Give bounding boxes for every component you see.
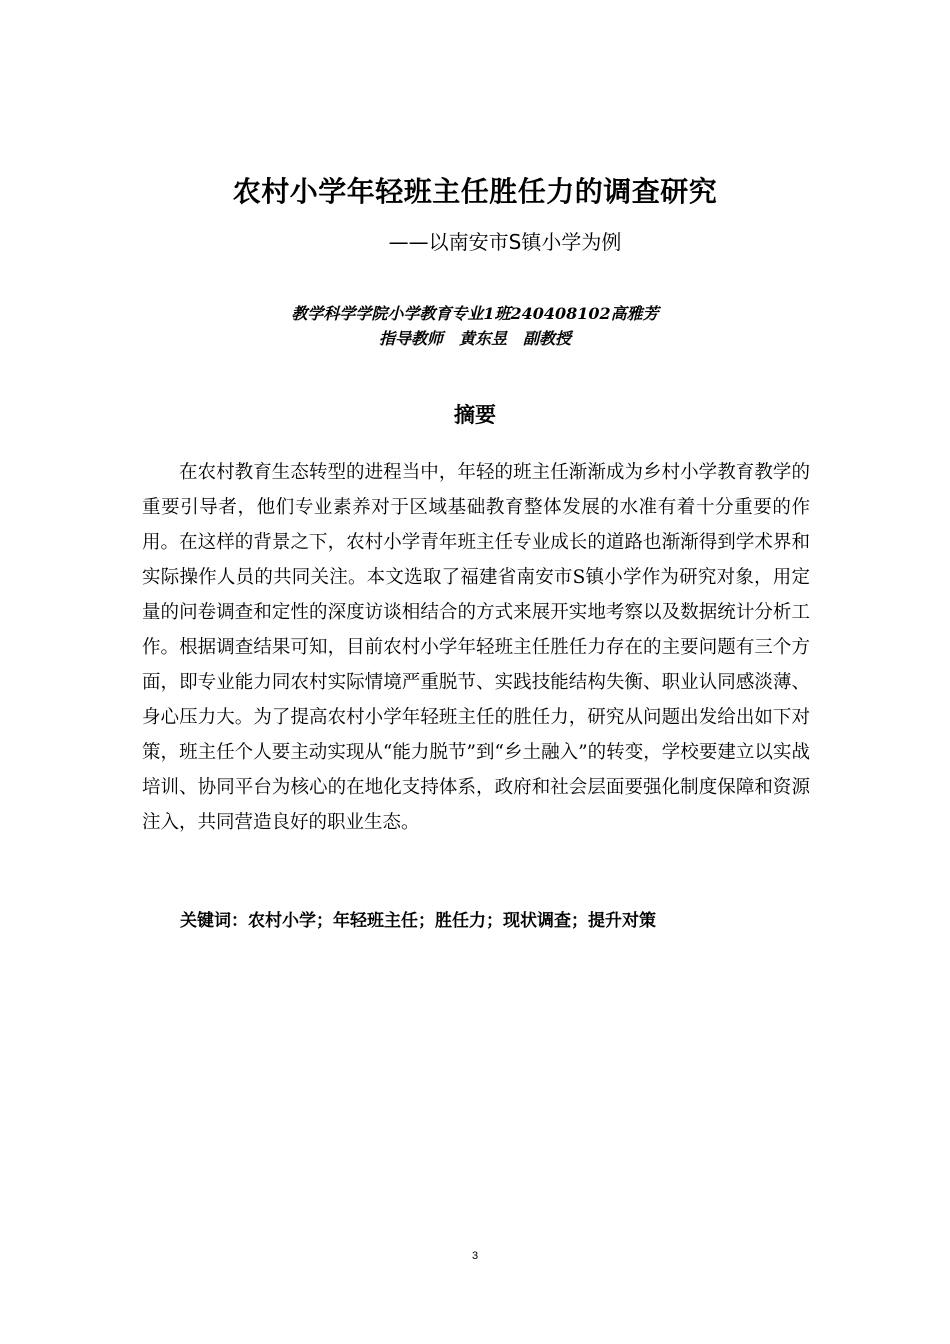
advisor-name: 黄东昱 [458, 329, 507, 348]
paper-subtitle: ——以南安市S镇小学为例 [388, 230, 622, 254]
advisor-info [0, 327, 950, 351]
advisor-label: 指导教师 [378, 329, 443, 348]
abstract-heading: 摘要 [454, 403, 496, 427]
keywords: 关键词：农村小学；年轻班主任；胜任力；现状调查；提升对策 [180, 911, 656, 931]
author-info: 教学科学学院小学教育专业1班240408102高雅芳 [291, 304, 659, 323]
paper-title: 农村小学年轻班主任胜任力的调查研究 [232, 175, 718, 208]
abstract-body: 在农村教育生态转型的进程当中，年轻的班主任渐渐成为乡村小学教育教学的重要引导者，他们专业素养对于区域基础教育整体发展的水准有着十分重要的作用。在这样的背景之下，农村小学青年班主任专业成长的道路也渐渐得到学术界和实际操作人员的共同关注。本文选取了福建省南安市S镇小学作为研究对象，用定量的问卷调查和定性的深度访谈相结合的方式来展开实地考察以及数据统计分析工作。根据调查结果可知，目前农村小学年轻班主任胜任力存在的主要问题有三个方面，即专业能力同农村实际情境严重脱节、实践技能结构失衡、职业认同感淡薄、身心压力大。为了提高农村小学年轻班主任的胜任力，研究从问题出发给出如下对策，班主任个人要主动实现从“能力脱节”到“乡土融入”的转变，学校要建立以实战培训、协同平台为核心的在地化支持体系，政府和社会层面要强化制度保障和资源注入，共同营造良好的职业生态。 [142, 462, 810, 833]
advisor-rank: 副教授 [523, 329, 572, 348]
page-number: 3 [471, 1250, 479, 1262]
